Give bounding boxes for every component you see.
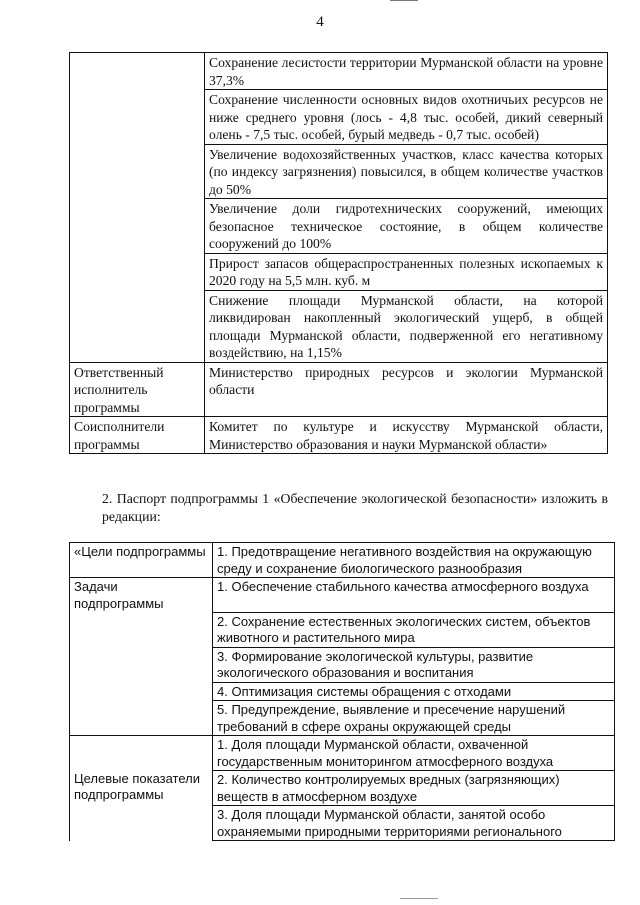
table-row [70, 806, 615, 841]
table-row [70, 682, 615, 701]
row-value: Сохранение численности основных видов охотничьих ресурсов не ниже среднего уровня (лось - 4,8 тыс. особей, дикий северный олень - 7,5 тыс. особей, бурый медведь - 0,7 тыс. особей) [205, 90, 608, 145]
table-row [70, 701, 615, 736]
row-label [70, 290, 205, 362]
table-row [70, 736, 615, 771]
indicator-item: 1. Доля площади Мурманской области, охваченной государственным мониторингом атмосферного воздуха [213, 736, 615, 771]
row-label [70, 144, 205, 199]
table-row [70, 144, 608, 199]
program-passport-table-continued [69, 52, 608, 454]
table-row [70, 417, 608, 454]
indicators-label: Целевые показатели подпрограммы [70, 771, 213, 806]
scan-mark-bottom [400, 898, 438, 899]
row-value: Увеличение водохозяйственных участков, класс качества которых (по индексу загрязнения) повысился, в общем количестве участков до 50% [205, 144, 608, 199]
co-executors-label: Соисполнители программы [70, 417, 205, 454]
scan-mark-top [390, 0, 418, 1]
row-label [70, 199, 205, 254]
row-value: Снижение площади Мурманской области, на которой ликвидирован накопленный экологический ущерб, в общей площади Мурманской области, подверженной его негативному воздействию, на 1,15% [205, 290, 608, 362]
table-row [70, 612, 615, 647]
table-row [70, 771, 615, 806]
row-label [70, 53, 205, 90]
amendment-paragraph [72, 490, 608, 526]
responsible-executor-label: Ответственный исполнитель программы [70, 362, 205, 417]
row-value: Сохранение лесистости территории Мурманской области на уровне 37,3% [205, 53, 608, 90]
row-label [70, 90, 205, 145]
tasks-label-cont [70, 612, 213, 647]
table-row [70, 53, 608, 90]
tasks-label: Задачи подпрограммы [70, 578, 213, 613]
task-item: 4. Оптимизация системы обращения с отходами [213, 682, 615, 701]
table-row [70, 647, 615, 682]
indicators-label-top [70, 736, 213, 771]
row-value: Увеличение доли гидротехнических сооружений, имеющих безопасное техническое состояние, в общем количестве сооружений до 100% [205, 199, 608, 254]
table-row [70, 290, 608, 362]
table-row [70, 543, 615, 578]
tasks-label-cont [70, 682, 213, 701]
table-row [70, 253, 608, 290]
task-item: 5. Предупреждение, выявление и пресечение нарушений требований в сфере охраны окружающей среды [213, 701, 615, 736]
indicators-label-cont [70, 806, 213, 841]
row-label [70, 253, 205, 290]
table-row [70, 578, 615, 613]
tasks-label-cont [70, 647, 213, 682]
paragraph-text: 2. Паспорт подпрограммы 1 «Обеспечение экологической безопасности» изложить в редакции: [102, 491, 608, 524]
table-row [70, 362, 608, 417]
indicator-item: 3. Доля площади Мурманской области, занятой особо охраняемыми природными территориями регионального [213, 806, 615, 841]
subprogram-passport-table [69, 542, 615, 841]
tasks-label-cont [70, 701, 213, 736]
co-executors-value: Комитет по культуре и искусству Мурманской области, Министерство образования и науки Мурманской области» [205, 417, 608, 454]
table-row [70, 199, 608, 254]
task-item: 1. Обеспечение стабильного качества атмосферного воздуха [213, 578, 615, 613]
row-value: Прирост запасов общераспространенных полезных ископаемых к 2020 году на 5,5 млн. куб. м [205, 253, 608, 290]
goals-label: «Цели подпрограммы [70, 543, 213, 578]
task-item: 2. Сохранение естественных экологических систем, объектов животного и растительного мира [213, 612, 615, 647]
table-row [70, 90, 608, 145]
page-number: 4 [316, 14, 324, 30]
responsible-executor-value: Министерство природных ресурсов и экологии Мурманской области [205, 362, 608, 417]
indicator-item: 2. Количество контролируемых вредных (загрязняющих) веществ в атмосферном воздухе [213, 771, 615, 806]
goal-item: 1. Предотвращение негативного воздействия на окружающую среду и сохранение биологического разнообразия [213, 543, 615, 578]
task-item: 3. Формирование экологической культуры, развитие экологического образования и воспитания [213, 647, 615, 682]
